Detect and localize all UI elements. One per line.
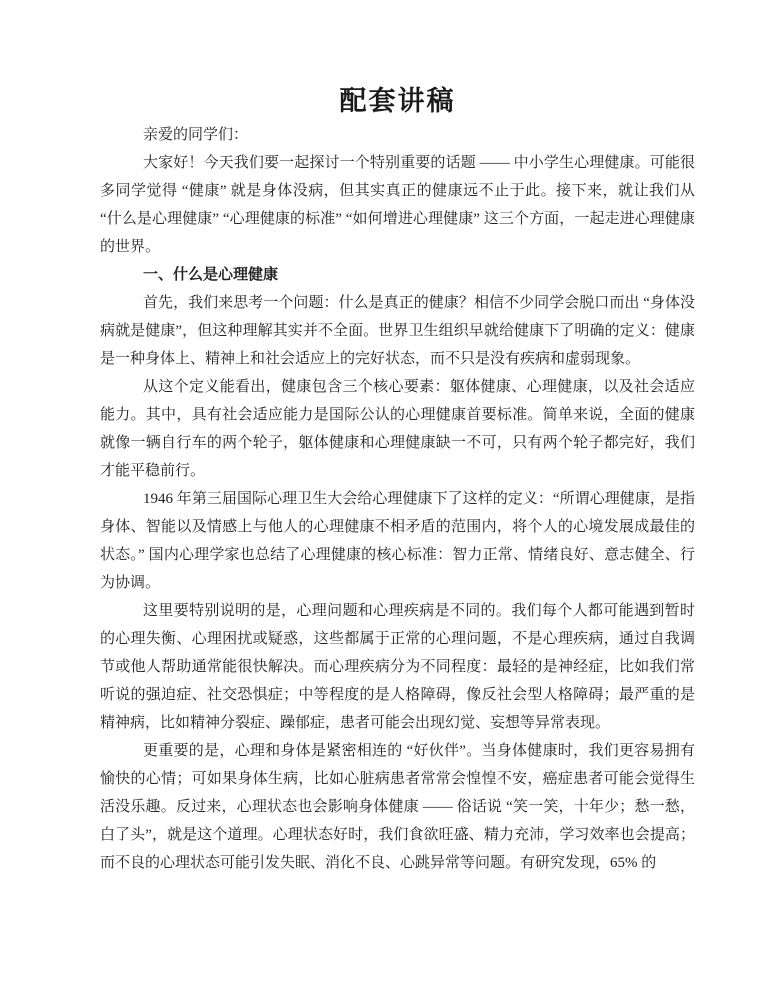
paragraph-1946-definition: 1946 年第三届国际心理卫生大会给心理健康下了这样的定义：“所谓心理健康，是指身体、智能以及情感上与他人的心理健康不相矛盾的范围内，将个人的心境发展成最佳的状态。” 国内心理学家也总结了心理健康的核心标准：智力正常、情绪良好、意志健全、行为协调。 (100, 491, 695, 591)
paragraph-introduction: 大家好！今天我们要一起探讨一个特别重要的话题 —— 中小学生心理健康。可能很多同学觉得 “健康” 就是身体没病，但其实真正的健康远不止于此。接下来，就让我们从 “什么是心理健康” “心理健康的标准” “如何增进心理健康” 这三个方面，一起走进心理健康的世界。 (100, 155, 695, 255)
paragraph-health-definition: 首先，我们来思考一个问题：什么是真正的健康？相信不少同学会脱口而出 “身体没病就是健康”，但这种理解其实并不全面。世界卫生组织早就给健康下了明确的定义：健康是一种身体上、精神上和社会适应上的完好状态，而不只是没有疾病和虚弱现象。 (100, 295, 695, 367)
paragraph-three-core-elements: 从这个定义能看出，健康包含三个核心要素：躯体健康、心理健康，以及社会适应能力。其中，具有社会适应能力是国际公认的心理健康首要标准。简单来说，全面的健康就像一辆自行车的两个轮子，躯体健康和心理健康缺一不可，只有两个轮子都完好，我们才能平稳前行。 (100, 379, 695, 479)
document-content (100, 84, 695, 877)
document-title: 配套讲稿 (339, 86, 456, 116)
paragraph-problem-vs-illness: 这里要特别说明的是，心理问题和心理疾病是不同的。我们每个人都可能遇到暂时的心理失衡、心理困扰或疑惑，这些都属于正常的心理问题，不是心理疾病，通过自我调节或他人帮助通常能很快解决。而心理疾病分为不同程度：最轻的是神经症，比如我们常听说的强迫症、社交恐惧症；中等程度的是人格障碍，像反社会型人格障碍；最严重的是精神病，比如精神分裂症、躁郁症，患者可能会出现幻觉、妄想等异常表现。 (100, 603, 695, 731)
section-heading-what-is-mental-health: 一、什么是心理健康 (143, 267, 279, 283)
paragraph-mind-body-connection: 更重要的是，心理和身体是紧密相连的 “好伙伴”。当身体健康时，我们更容易拥有愉快的心情；可如果身体生病，比如心脏病患者常常会惶惶不安，癌症患者可能会觉得生活没乐趣。反过来，心理状态也会影响身体健康 —— 俗话说 “笑一笑，十年少；愁一愁，白了头”，就是这个道理。心理状态好时，我们食欲旺盛、精力充沛，学习效率也会提高；而不良的心理状态可能引发失眠、消化不良、心跳异常等问题。有研究发现，65% 的 (100, 743, 695, 871)
salutation: 亲爱的同学们： (143, 127, 249, 143)
